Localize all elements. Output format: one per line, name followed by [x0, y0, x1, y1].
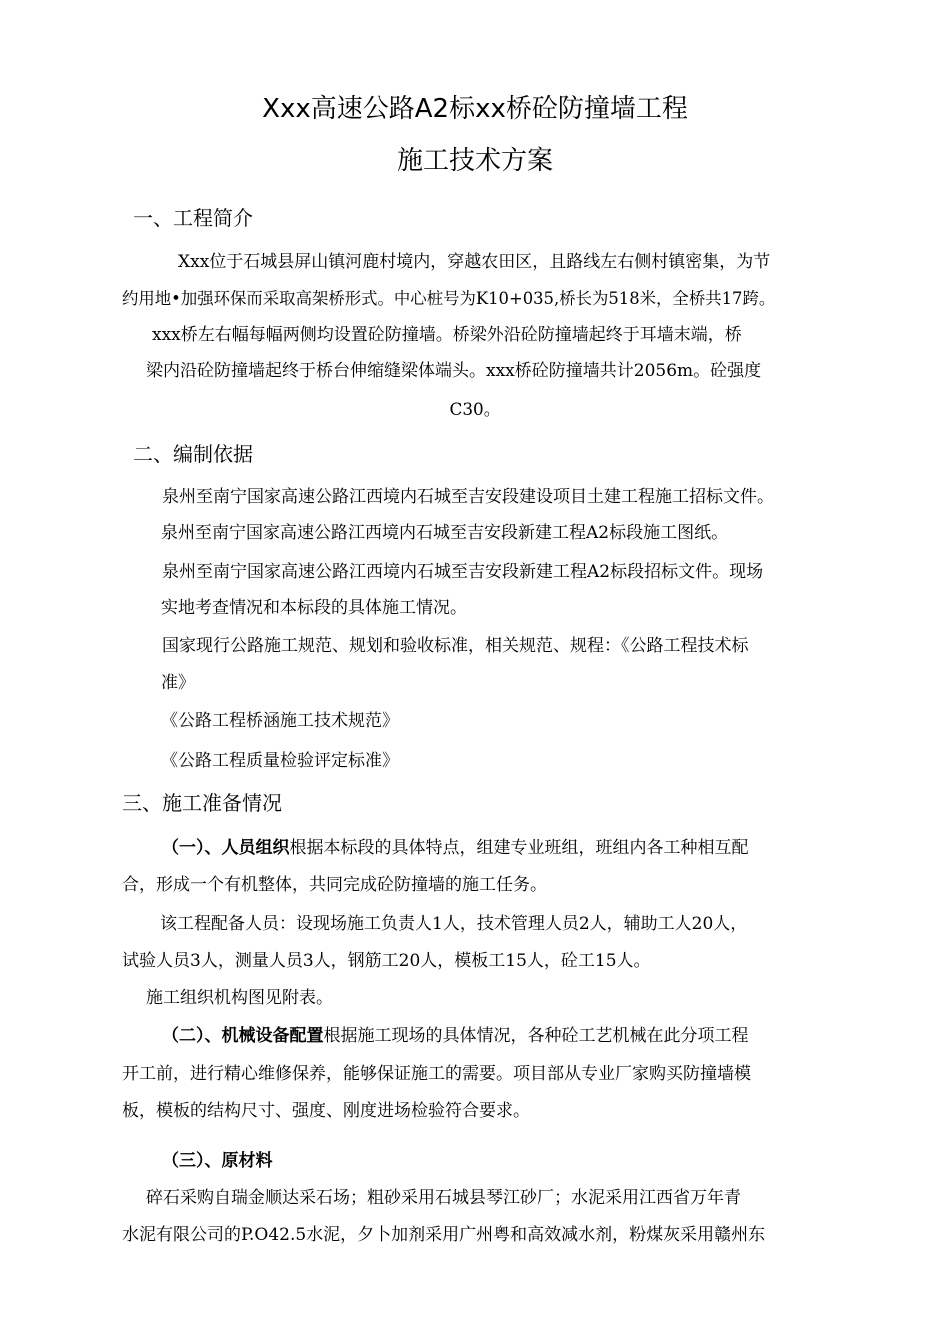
basis-item: 《公路工程桥涵施工技术规范》 — [161, 711, 399, 731]
paragraph-line: C30。 — [449, 399, 501, 419]
paragraph-text: 根据施工现场的具体情况，各种砼工艺机械在此分项工程 — [323, 1026, 749, 1046]
paragraph-text: 根据本标段的具体特点，组建专业班组，班组内各工种相互配 — [289, 838, 749, 858]
paragraph-line: 梁内沿砼防撞墙起终于桥台伸缩缝梁体端头。xxx桥砼防撞墙共计2056m。砼强度 — [146, 361, 762, 381]
basis-item: 泉州至南宁国家高速公路江西境内石城至吉安段新建工程A2标段施工图纸。 — [161, 523, 729, 543]
document-subtitle: 施工技术方案 — [396, 146, 553, 176]
paragraph-line: 碎石采购自瑞金顺达采石场；粗砂采用石城县琴江砂厂；水泥采用江西省万年青 — [146, 1188, 741, 1208]
paragraph-line: 板，模板的结构尺寸、强度、刚度进场检验符合要求。 — [122, 1101, 530, 1121]
section-heading-overview: 一、工程简介 — [133, 206, 253, 230]
document-title: Xxx高速公路A2标xx桥砼防撞墙工程 — [262, 94, 688, 124]
paragraph-line: 合，形成一个有机整体，共同完成砼防撞墙的施工任务。 — [122, 875, 547, 895]
basis-item: 准》 — [161, 673, 195, 693]
subheading-personnel: （一）、人员组织 — [162, 838, 290, 858]
paragraph-line: 施工组织机构图见附表。 — [146, 988, 333, 1008]
paragraph-line: Xxx位于石城县屏山镇河鹿村境内，穿越农田区，且路线左右侧村镇密集，为节 — [178, 252, 771, 272]
paragraph-line: xxx桥左右幅每幅两侧均设置砼防撞墙。桥梁外沿砼防撞墙起终于耳墙末端，桥 — [152, 325, 742, 345]
basis-item: 实地考查情况和本标段的具体施工情况。 — [161, 598, 467, 618]
paragraph-line: 该工程配备人员：设现场施工负责人1人，技术管理人员2人，辅助工人20人， — [160, 914, 748, 934]
basis-item: 泉州至南宁国家高速公路江西境内石城至吉安段新建工程A2标段招标文件。现场 — [162, 562, 764, 582]
basis-item: 国家现行公路施工规范、规划和验收标准，相关规范、规程：《公路工程技术标 — [162, 636, 749, 656]
section-heading-basis: 二、编制依据 — [133, 442, 253, 466]
basis-item: 泉州至南宁国家高速公路江西境内石城至吉安段建设项目土建工程施工招标文件。 — [162, 487, 774, 507]
subheading-equipment: （二）、机械设备配置 — [162, 1026, 324, 1046]
paragraph-line: 水泥有限公司的P.O42.5水泥，夕卜加剂采用广州粤和高效减水剂，粉煤灰采用赣州东 — [122, 1225, 766, 1245]
paragraph-equipment — [162, 1024, 749, 1048]
paragraph-line: 开工前，进行精心维修保养，能够保证施工的需要。项目部从专业厂家购买防撞墙模 — [122, 1064, 751, 1084]
paragraph-personnel — [162, 836, 749, 860]
section-heading-preparation: 三、施工准备情况 — [122, 791, 282, 815]
subheading-materials: （三）、原材料 — [162, 1151, 273, 1171]
paragraph-line: 约用地•加强环保而采取高架桥形式。中心桩号为K10+035,桥长为518米，全桥共17跨。 — [122, 289, 776, 308]
paragraph-line: 试验人员3人，测量人员3人，钢筋工20人，模板工15人，砼工15人。 — [122, 951, 651, 971]
basis-item: 《公路工程质量检验评定标准》 — [161, 751, 399, 771]
